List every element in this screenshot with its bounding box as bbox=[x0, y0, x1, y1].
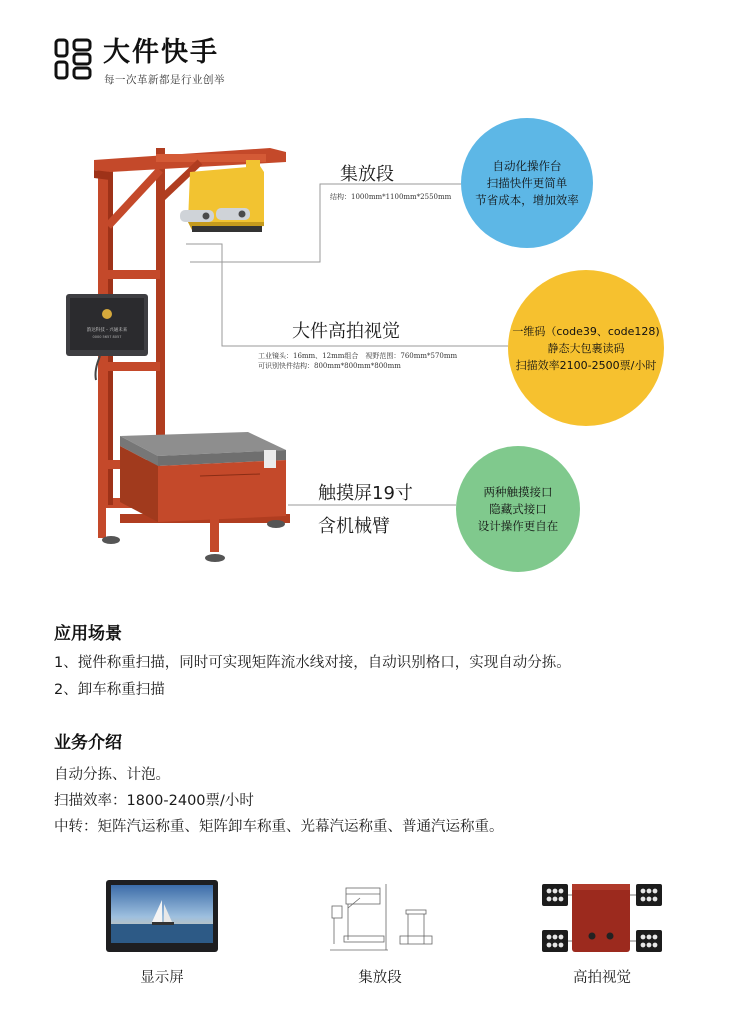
scenarios-title: 应用场景 bbox=[54, 624, 122, 644]
callout-2-circle-line: 一维码（code39、code128) bbox=[512, 324, 660, 338]
business-title: 业务介绍 bbox=[54, 733, 122, 753]
callout-2-spec: 可识别快件结构：800mm*800mm*800mm bbox=[258, 362, 401, 370]
scenario-item: 1、搅件称重扫描，同时可实现矩阵流水线对接，自动识别格口，实现自动分拣。 bbox=[54, 655, 571, 671]
callout-2-spec: 工业镜头：16mm、12mm组合 视野范围：760mm*570mm bbox=[258, 352, 458, 360]
callout-3-circle bbox=[456, 446, 580, 572]
callout-1-circle bbox=[461, 118, 593, 248]
display-screen-image bbox=[106, 880, 218, 952]
callout-1-circle-line: 扫描快件更简单 bbox=[486, 175, 568, 190]
business-item: 中转：矩阵汽运称重、矩阵卸车称重、光幕汽运称重、普通汽运称重。 bbox=[54, 819, 504, 835]
business-item: 扫描效率：1800-2400票/小时 bbox=[54, 793, 254, 809]
callout-2-label: 大件高拍视觉 bbox=[292, 321, 400, 342]
business-item: 自动分拣、计泡。 bbox=[54, 767, 170, 783]
callout-2-circle bbox=[508, 270, 664, 426]
scenario-item: 2、卸车称重扫描 bbox=[54, 682, 165, 698]
callout-3-label: 触摸屏19寸 bbox=[318, 483, 413, 504]
product-caption-vision: 高拍视觉 bbox=[573, 970, 631, 986]
brand-logo-icon bbox=[54, 38, 94, 80]
product-caption-staging: 集放段 bbox=[358, 970, 402, 986]
callout-3-circle-line: 隐藏式接口 bbox=[489, 501, 547, 516]
callout-2-circle-line: 扫描效率2100-2500票/小时 bbox=[515, 358, 657, 372]
callout-3-circle-line: 两种触摸接口 bbox=[483, 484, 553, 499]
machine-illustration bbox=[60, 130, 310, 570]
callout-1-spec: 结构：1000mm*1100mm*2550mm bbox=[330, 193, 452, 201]
brand-title: 大件快手 bbox=[103, 37, 219, 68]
screen-logo-sub: 0000 5657 8057 bbox=[92, 335, 122, 339]
callout-3-circle-line: 设计操作更自在 bbox=[477, 518, 559, 533]
callout-2-circle-line: 静态大包裹读码 bbox=[547, 341, 625, 355]
product-caption-display: 显示屏 bbox=[140, 970, 184, 986]
screen-logo-name: 韵达科技・兴通未来 bbox=[86, 328, 128, 333]
callout-1-circle-line: 自动化操作台 bbox=[492, 158, 562, 173]
callout-1-circle-line: 节省成本，增加效率 bbox=[475, 192, 579, 207]
overhead-vision-image bbox=[540, 880, 668, 956]
brand-slogan: 每一次革新都是行业创举 bbox=[104, 74, 225, 86]
callout-3-label: 含机械臂 bbox=[318, 516, 390, 537]
staging-section-drawing bbox=[326, 880, 436, 958]
callout-1-label: 集放段 bbox=[340, 164, 394, 185]
